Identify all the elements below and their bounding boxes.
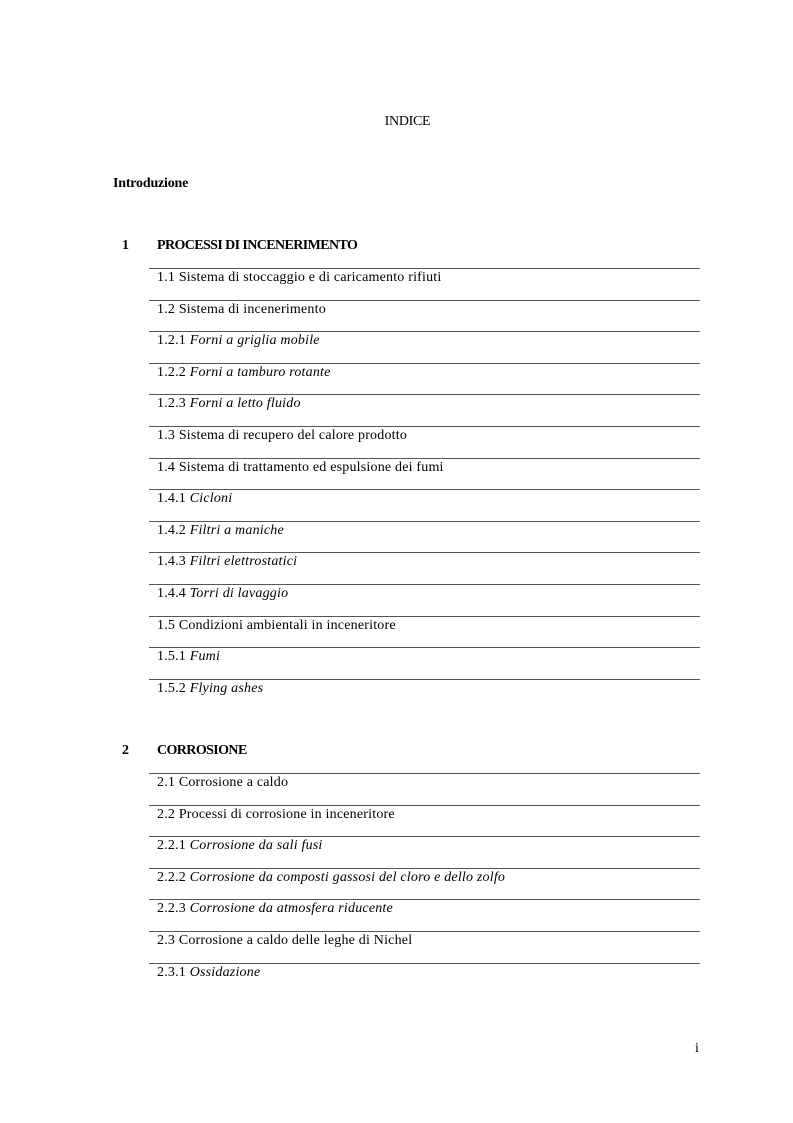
toc-entry-text — [157, 586, 288, 602]
section-number: 1.2.1 — [157, 333, 186, 349]
section-title: Forni a letto fluido — [189, 396, 301, 412]
toc-entry — [149, 458, 700, 490]
section-title: Forni a tamburo rotante — [189, 364, 331, 380]
toc-entry — [149, 363, 700, 395]
toc-entry-text — [157, 554, 297, 570]
section-title: Condizioni ambientali in inceneritore — [178, 617, 396, 633]
toc-entry — [149, 805, 700, 837]
section-number: 2.2.2 — [157, 869, 186, 885]
section-title: Torri di lavaggio — [189, 585, 289, 601]
toc-entry — [149, 899, 700, 931]
toc-entry — [149, 647, 700, 679]
section-title: Sistema di trattamento ed espulsione dei fumi — [178, 459, 444, 475]
toc-entry — [149, 773, 700, 805]
toc-entry-text — [157, 775, 288, 791]
toc-entry-text — [157, 396, 301, 412]
chapter-number: 1 — [122, 238, 129, 253]
section-number: 2.2.3 — [157, 901, 186, 917]
section-number: 2.3 — [157, 932, 176, 948]
section-number: 1.5 — [157, 617, 176, 633]
toc-entry — [149, 552, 700, 584]
toc-entry-text — [157, 965, 260, 981]
section-title: Cicloni — [189, 491, 233, 507]
toc-entry-text — [157, 807, 395, 823]
section-number: 1.5.2 — [157, 680, 186, 696]
section-number: 2.2.1 — [157, 838, 186, 854]
chapter-1-entries — [149, 268, 700, 710]
section-title: Filtri elettrostatici — [189, 554, 298, 570]
section-number: 1.3 — [157, 427, 176, 443]
section-number: 1.4.1 — [157, 491, 186, 507]
toc-entry-text — [157, 870, 505, 886]
toc-entry-text — [157, 681, 263, 697]
section-title: Filtri a maniche — [189, 522, 284, 538]
toc-entry — [149, 331, 700, 363]
chapter-heading — [0, 238, 793, 256]
section-title: Processi di corrosione in inceneritore — [178, 806, 395, 822]
section-number: 1.4.3 — [157, 554, 186, 570]
page-number: i — [695, 1041, 699, 1056]
page-title: INDICE — [384, 114, 431, 129]
toc-entry — [149, 394, 700, 426]
toc-entry — [149, 931, 700, 963]
section-title: Forni a griglia mobile — [189, 333, 320, 349]
toc-entry — [149, 426, 700, 458]
section-title: Corrosione da sali fusi — [189, 838, 323, 854]
chapter-heading — [0, 743, 793, 761]
toc-entry-text — [157, 649, 220, 665]
toc-entry-text — [157, 365, 331, 381]
section-title: Fumi — [189, 649, 221, 665]
toc-entry-text — [157, 302, 326, 318]
toc-entry — [149, 616, 700, 648]
chapter-number: 2 — [122, 743, 129, 758]
section-number: 1.2.3 — [157, 396, 186, 412]
toc-entry — [149, 836, 700, 868]
toc-entry-text — [157, 933, 412, 949]
toc-entry — [149, 521, 700, 553]
section-title: Flying ashes — [189, 680, 264, 696]
section-title: Corrosione da atmosfera riducente — [189, 901, 393, 917]
toc-entry — [149, 584, 700, 616]
toc-entry — [149, 268, 700, 300]
toc-entry-text — [157, 460, 444, 476]
section-title: Ossidazione — [189, 964, 261, 980]
toc-entry-text — [157, 901, 393, 917]
toc-entry-text — [157, 270, 442, 286]
section-title: Corrosione a caldo delle leghe di Nichel — [178, 932, 413, 948]
section-title: Corrosione a caldo — [178, 775, 289, 790]
section-title: Sistema di stoccaggio e di caricamento rifiuti — [178, 270, 442, 285]
toc-entry — [149, 868, 700, 900]
section-number: 1.2 — [157, 301, 176, 317]
section-number: 1.1 — [157, 270, 176, 285]
toc-entry — [149, 679, 700, 711]
section-title: Sistema di recupero del calore prodotto — [178, 427, 408, 443]
chapter-title: PROCESSI DI INCENERIMENTO — [157, 238, 358, 253]
toc-entry — [149, 300, 700, 332]
section-number: 2.3.1 — [157, 964, 186, 980]
toc-entry-text — [157, 333, 320, 349]
toc-entry — [149, 963, 700, 995]
toc-entry-text — [157, 618, 396, 634]
section-number: 2.2 — [157, 806, 176, 822]
toc-entry-text — [157, 491, 232, 507]
toc-entry-text — [157, 523, 284, 539]
section-title: Corrosione da composti gassosi del cloro e dello zolfo — [189, 869, 506, 885]
section-number: 1.4 — [157, 459, 176, 475]
introduction-heading: Introduzione — [113, 176, 189, 191]
section-number: 1.4.4 — [157, 585, 186, 601]
chapter-2-entries — [149, 773, 700, 994]
section-number: 1.5.1 — [157, 649, 186, 665]
toc-entry-text — [157, 838, 323, 854]
section-number: 1.2.2 — [157, 364, 186, 380]
toc-entry — [149, 489, 700, 521]
section-title: Sistema di incenerimento — [178, 301, 326, 317]
toc-entry-text — [157, 428, 407, 444]
section-number: 1.4.2 — [157, 522, 186, 538]
chapter-title: CORROSIONE — [157, 743, 247, 758]
section-number: 2.1 — [157, 775, 176, 790]
